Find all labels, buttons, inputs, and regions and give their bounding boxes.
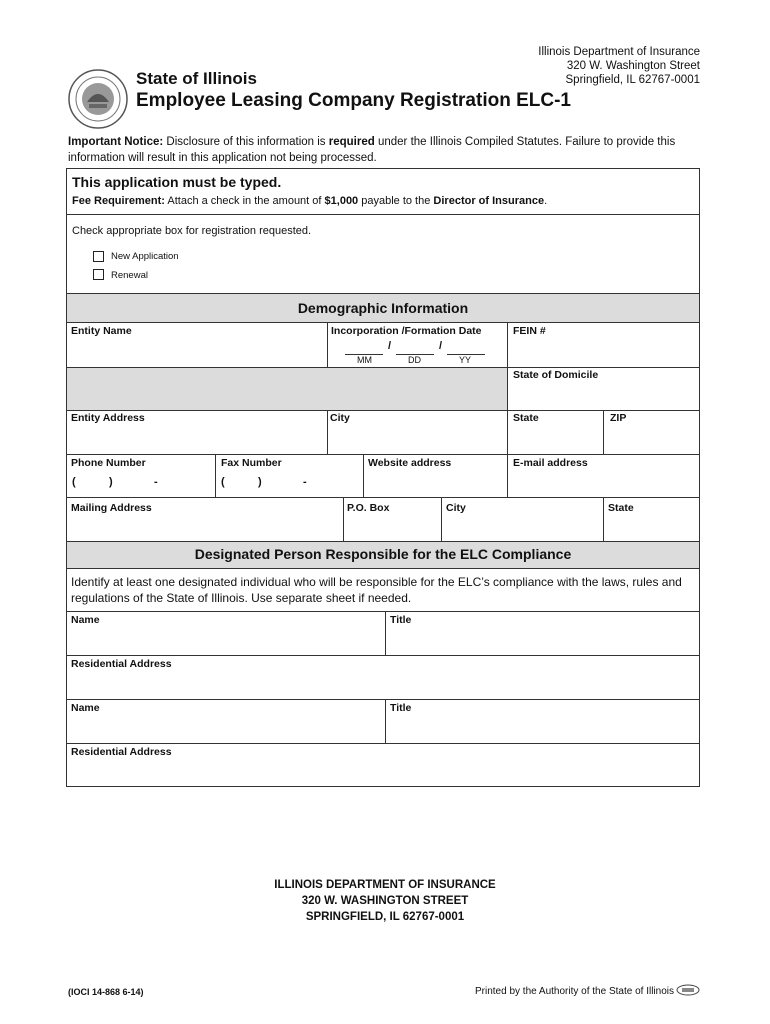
divider	[507, 322, 508, 410]
divider	[343, 497, 344, 541]
divider	[67, 214, 699, 215]
state-label: State	[513, 412, 539, 424]
union-bug-icon	[676, 984, 700, 996]
date-slash: /	[388, 340, 392, 352]
divider	[327, 322, 328, 367]
divider	[507, 454, 508, 497]
fee-text-b: payable to the	[358, 195, 434, 207]
dd-label: DD	[408, 355, 421, 365]
phone-paren-open: (	[72, 476, 76, 488]
divider	[385, 699, 386, 743]
divider	[67, 699, 699, 700]
fax-label: Fax Number	[221, 457, 282, 469]
important-notice	[68, 134, 700, 166]
notice-label: Important Notice:	[68, 136, 164, 148]
fax-paren-open: (	[221, 476, 225, 488]
divider	[67, 568, 699, 569]
fax-paren-close: )	[258, 476, 262, 488]
notice-required: required	[328, 136, 375, 148]
zip-label: ZIP	[610, 412, 627, 424]
po-box-label: P.O. Box	[347, 502, 390, 514]
state-domicile-label: State of Domicile	[513, 369, 599, 381]
fee-payee: Director of Insurance	[433, 195, 545, 207]
typed-heading: This application must be typed.	[72, 174, 282, 190]
mailing-address-label: Mailing Address	[71, 502, 152, 514]
form-number: (IOCI 14-868 6-14)	[68, 987, 144, 997]
footer-address	[0, 877, 770, 925]
notice-text-b: under the Illinois Compiled Statutes. Failure to provide this information will result in this application not being processed.	[68, 136, 676, 164]
new-application-checkbox[interactable]	[93, 251, 104, 262]
website-label: Website address	[368, 457, 452, 469]
divider	[67, 611, 699, 612]
registration-prompt: Check appropriate box for registration requested.	[72, 225, 312, 237]
mm-label: MM	[357, 355, 372, 365]
name-label-1: Name	[71, 614, 100, 626]
divider	[215, 454, 216, 497]
notice-text-a: Disclosure of this information is	[163, 136, 329, 148]
divider	[67, 454, 699, 455]
fee-amount: $1,000	[324, 195, 359, 207]
divider	[603, 497, 604, 541]
new-application-label: New Application	[111, 251, 179, 262]
printed-by: Printed by the Authority of the State of Illinois	[474, 986, 674, 997]
divider	[385, 611, 386, 655]
fee-requirement	[72, 195, 547, 207]
designated-heading: Designated Person Responsible for the ELC Compliance	[194, 546, 572, 562]
footer-line-1: ILLINOIS DEPARTMENT OF INSURANCE	[274, 879, 496, 891]
address-line-1: Illinois Department of Insurance	[538, 46, 700, 58]
entity-name-label: Entity Name	[71, 325, 132, 337]
inc-date-label: Incorporation /Formation Date	[331, 325, 482, 337]
state2-label: State	[608, 502, 634, 514]
divider	[67, 410, 699, 411]
state-name: State of Illinois	[136, 69, 257, 88]
fein-label: FEIN #	[513, 325, 546, 337]
renewal-checkbox[interactable]	[93, 269, 104, 280]
divider	[363, 454, 364, 497]
yy-label: YY	[459, 355, 472, 365]
residential-label-2: Residential Address	[71, 746, 172, 758]
footer-line-2: 320 W. WASHINGTON STREET	[301, 895, 469, 907]
city2-label: City	[446, 502, 466, 514]
application-form	[66, 168, 700, 787]
phone-dash: -	[154, 476, 158, 488]
footer-line-3: SPRINGFIELD, IL 62767-0001	[305, 911, 465, 923]
entity-address-label: Entity Address	[71, 412, 145, 424]
divider	[441, 497, 442, 541]
designated-instructions: Identify at least one designated individual who will be responsible for the ELC’s compliance with the laws, rules and regulations of the State of Illinois. Use separate sheet if needed.	[71, 575, 682, 605]
fee-text-c: .	[544, 195, 548, 207]
divider	[327, 410, 328, 454]
fax-dash: -	[303, 476, 307, 488]
divider	[603, 410, 604, 454]
divider	[67, 293, 699, 294]
divider	[67, 367, 699, 368]
renewal-label: Renewal	[111, 270, 148, 281]
address-line-3: Springfield, IL 62767-0001	[565, 74, 700, 86]
department-address	[538, 45, 700, 87]
divider	[67, 743, 699, 744]
phone-paren-close: )	[109, 476, 113, 488]
divider	[67, 322, 699, 323]
state-seal-icon	[67, 68, 129, 130]
divider	[507, 410, 508, 454]
demographic-heading: Demographic Information	[297, 300, 469, 316]
title-label-2: Title	[390, 702, 412, 714]
fee-label: Fee Requirement:	[72, 195, 165, 207]
shaded-row	[67, 367, 507, 410]
address-line-2: 320 W. Washington Street	[566, 60, 700, 72]
divider	[67, 655, 699, 656]
divider	[67, 541, 699, 542]
date-slash: /	[439, 340, 443, 352]
title-label-1: Title	[390, 614, 412, 626]
residential-label-1: Residential Address	[71, 658, 172, 670]
phone-label: Phone Number	[71, 457, 146, 469]
divider	[67, 497, 699, 498]
city-label: City	[330, 412, 350, 424]
name-label-2: Name	[71, 702, 100, 714]
fee-text-a: Attach a check in the amount of	[164, 195, 325, 207]
form-title: Employee Leasing Company Registration ELC-1	[136, 90, 571, 111]
email-label: E-mail address	[513, 457, 588, 469]
